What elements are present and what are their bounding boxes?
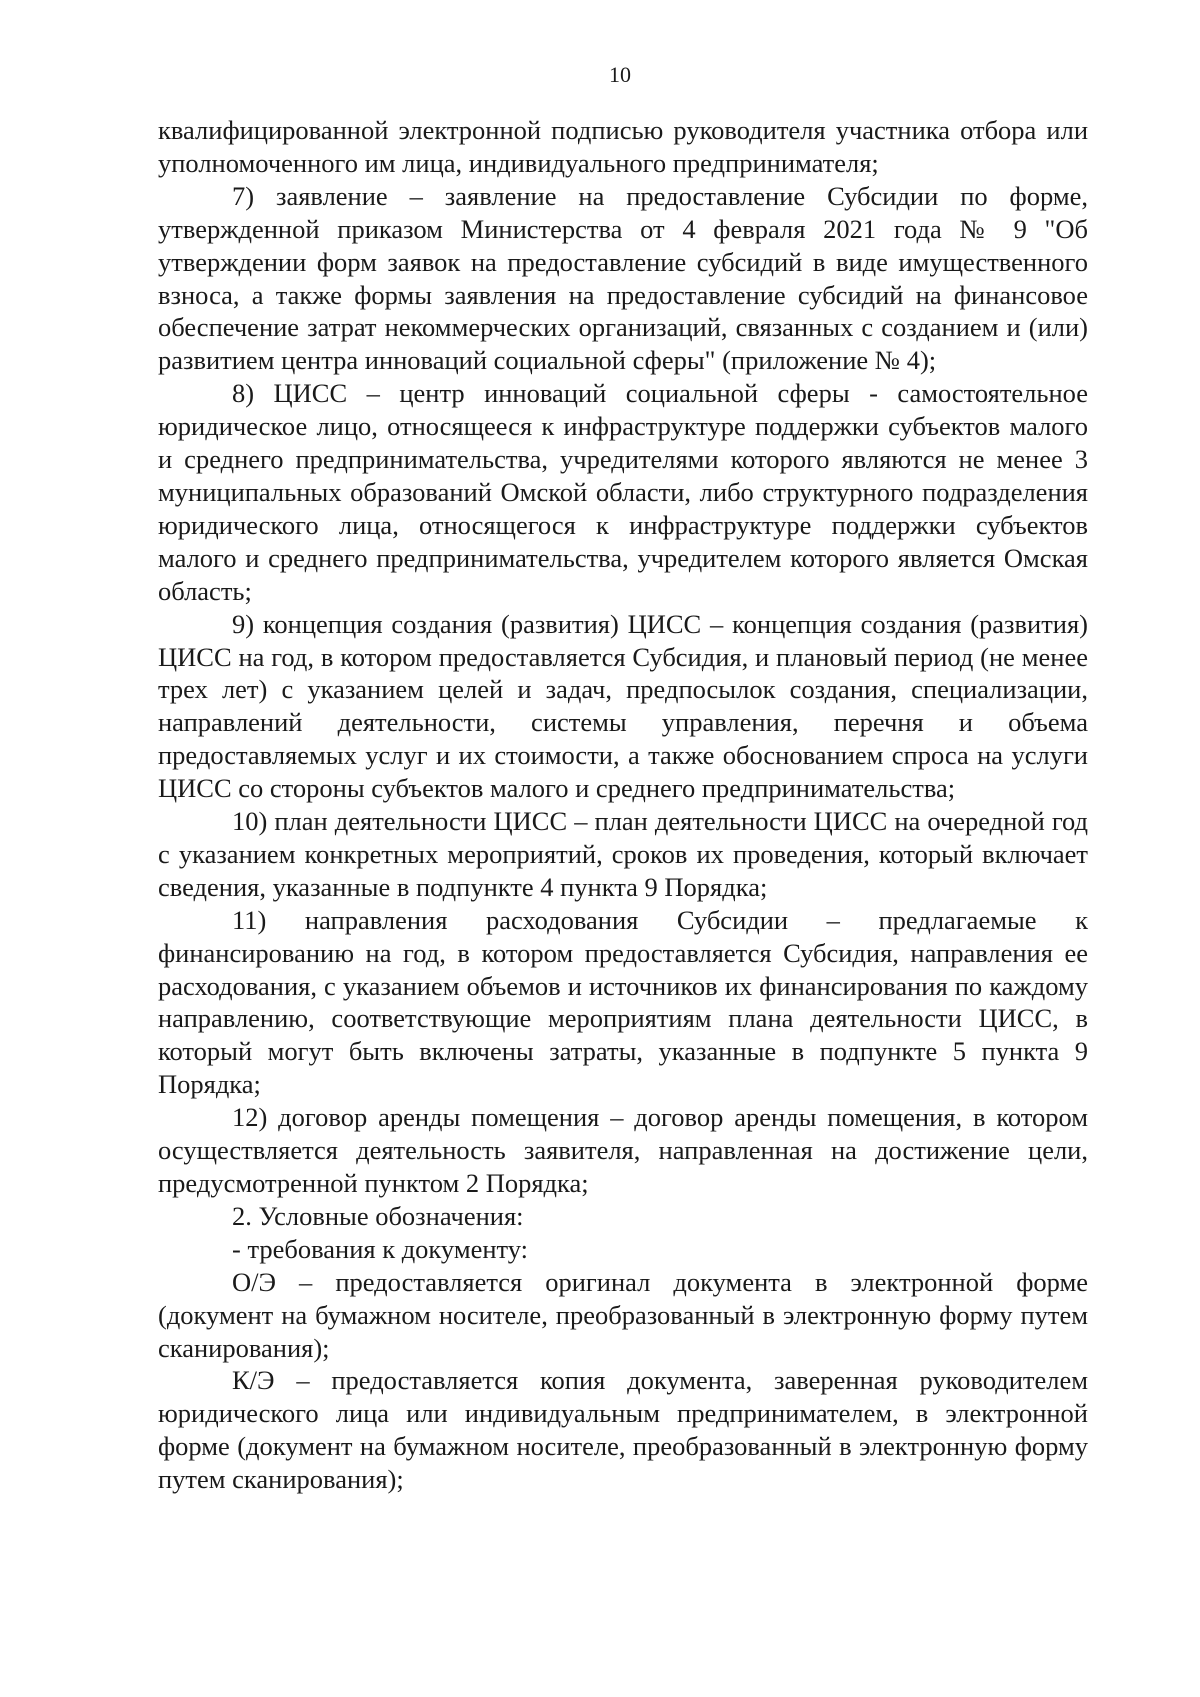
paragraph-item-7: 7) заявление – заявление на предоставление Субсидии по форме, утвержденной приказом Министерства от 4 февраля 2021 года № 9 "Об утверждении форм заявок на предоставление субсидий в виде имущественного взноса, а также формы заявления на предоставление субсидий на финансовое обеспечение затрат некоммерческих организаций, связанных с созданием и (или) развитием центра инноваций социальной сферы" (приложение № 4); xyxy=(158,180,1088,376)
paragraph-item-11: 11) направления расходования Субсидии – предлагаемые к финансированию на год, в котором предоставляется Субсидия, направления ее расходования, с указанием объемов и источников их финансирования по каждому направлению, соответствующие мероприятиям плана деятельности ЦИСС, в который могут быть включены затраты, указанные в подпункте 5 пункта 9 Порядка; xyxy=(158,904,1088,1100)
document-body xyxy=(158,114,1088,1496)
paragraph-item-12: 12) договор аренды помещения – договор аренды помещения, в котором осуществляется деятельность заявителя, направленная на достижение цели, предусмотренной пунктом 2 Порядка; xyxy=(158,1102,1088,1198)
subheading-document-requirements: - требования к документу: xyxy=(232,1233,529,1264)
paragraph-continuation: квалифицированной электронной подписью руководителя участника отбора или уполномоченного им лица, индивидуального предпринимателя; xyxy=(158,115,1088,178)
paragraph-item-10: 10) план деятельности ЦИСС – план деятельности ЦИСС на очередной год с указанием конкретных мероприятий, сроков их проведения, который включает сведения, указанные в подпункте 4 пункта 9 Порядка; xyxy=(158,806,1088,902)
page-number: 10 xyxy=(609,62,631,87)
paragraph-item-8: 8) ЦИСС – центр инноваций социальной сферы - самостоятельное юридическое лицо, относящееся к инфраструктуре поддержки субъектов малого и среднего предпринимательства, учредителями которого являются не менее 3 муниципальных образований Омской области, либо структурного подразделения юридического лица, относящегося к инфраструктуре поддержки субъектов малого и среднего предпринимательства, учредителем которого является Омская область; xyxy=(158,378,1088,606)
paragraph-copy-electronic: К/Э – предоставляется копия документа, заверенная руководителем юридического лица или индивидуальным предпринимателем, в электронной форме (документ на бумажном носителе, преобразованный в электронную форму путем сканирования); xyxy=(158,1365,1088,1495)
section-heading-2: 2. Условные обозначения: xyxy=(232,1200,524,1231)
paragraph-item-9: 9) концепция создания (развития) ЦИСС – концепция создания (развития) ЦИСС на год, в котором предоставляется Субсидия, и плановый период (не менее трех лет) с указанием целей и задач, предпосылок создания, специализации, направлений деятельности, системы управления, перечня и объема предоставляемых услуг и их стоимости, а также обоснованием спроса на услуги ЦИСС со стороны субъектов малого и среднего предпринимательства; xyxy=(158,608,1088,804)
paragraph-original-electronic: О/Э – предоставляется оригинал документа в электронной форме (документ на бумажном носителе, преобразованный в электронную форму путем сканирования); xyxy=(158,1266,1088,1363)
